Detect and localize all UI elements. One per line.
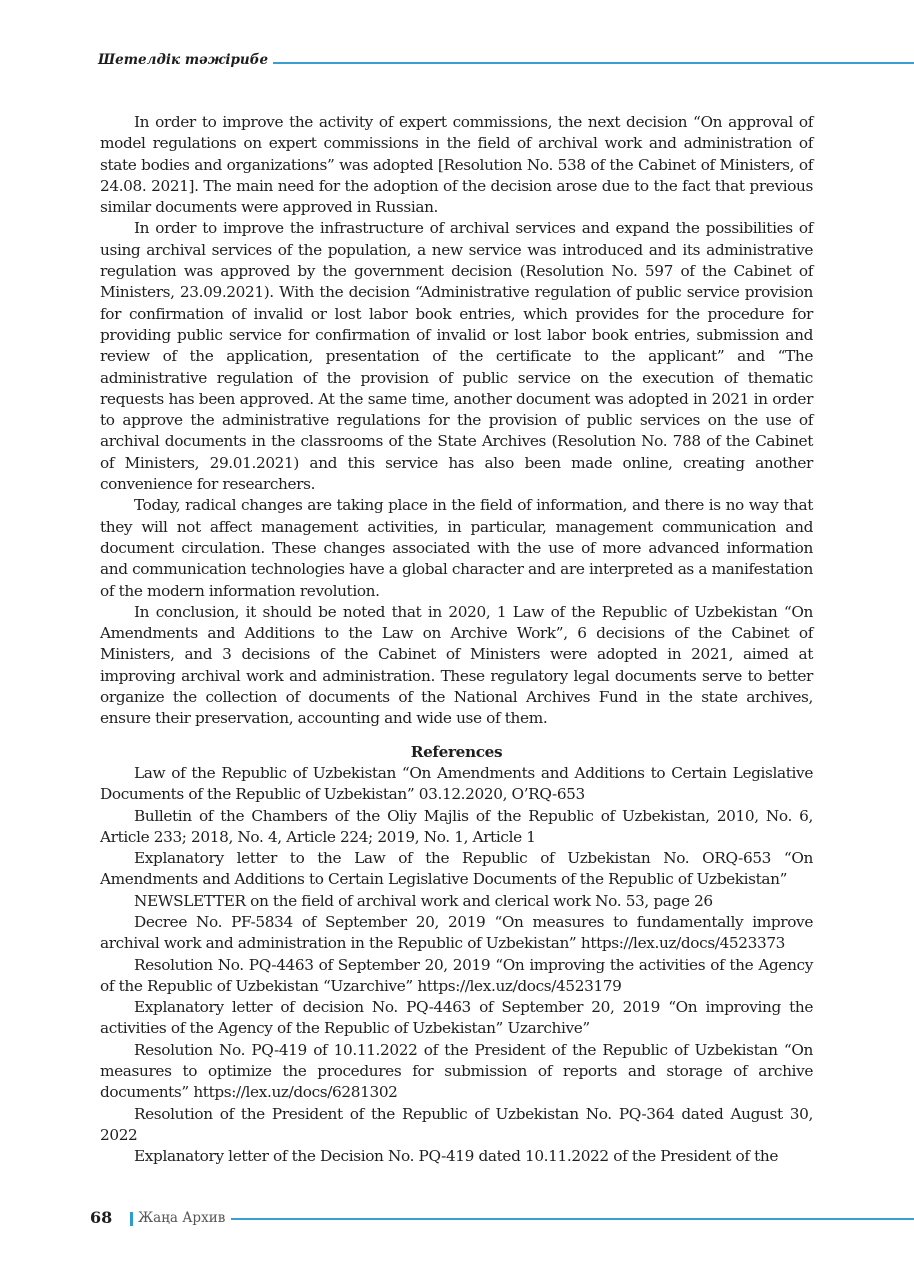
reference-item: Explanatory letter to the Law of the Republic of Uzbekistan No. ORQ-653 “On Amendments and Additions to Certain Legislative Documents of the Republic of Uzbekistan” [100, 849, 813, 889]
page-footer [90, 1208, 914, 1230]
journal-name: Жаңа Архив [138, 1210, 226, 1226]
article-body [100, 112, 813, 1168]
reference-item: Explanatory letter of the Decision No. PQ-419 dated 10.11.2022 of the President of the [134, 1147, 779, 1166]
page-number: 68 [90, 1208, 113, 1227]
reference-item: Law of the Republic of Uzbekistan “On Amendments and Additions to Certain Legislative Documents of the Republic of Uzbekistan” 03.12.2020, O’RQ-653 [100, 763, 813, 804]
body-paragraph: In order to improve the activity of expert commissions, the next decision “On approval of model regulations on expert commissions in the field of archival work and administration of state bodies and organizations” was adopted [Resolution No. 538 of the Cabinet of Ministers, of 24.08. 2021]. The main need for the adoption of the decision arose due to the fact that previous similar documents were approved in Russian. [100, 113, 813, 217]
reference-item: NEWSLETTER on the field of archival work and clerical work No. 53, page 26 [134, 891, 713, 910]
reference-item: Bulletin of the Chambers of the Oliy Majlis of the Republic of Uzbekistan, 2010, No. 6, Article 233; 2018, No. 4, Article 224; 2019, No. 1, Article 1 [100, 806, 813, 846]
running-header [98, 52, 914, 72]
reference-item: Explanatory letter of decision No. PQ-4463 of September 20, 2019 “On improving the activities of the Agency of the Republic of Uzbekistan” Uzarchive” [100, 998, 813, 1038]
section-title: Шетелдік тәжірибе [98, 52, 269, 68]
reference-item: Resolution No. PQ-419 of 10.11.2022 of the President of the Republic of Uzbekistan “On measures to optimize the procedures for submission of reports and storage of archive documents” https://lex.uz/docs/6281302 [100, 1040, 813, 1102]
references-heading: References [410, 742, 503, 761]
footer-rule [231, 1218, 914, 1220]
header-rule [273, 62, 914, 64]
footer-accent-bar [130, 1212, 133, 1226]
reference-item: Resolution No. PQ-4463 of September 20, 2019 “On improving the activities of the Agency of the Republic of Uzbekistan “Uzarchive” https://lex.uz/docs/4523179 [100, 955, 813, 995]
body-paragraph: In order to improve the infrastructure of archival services and expand the possibilities of using archival services of the population, a new service was introduced and its administrative regulation was approved by the government decision (Resolution No. 597 of the Cabinet of Ministers, 23.09.2021). With the decision “Administrative regulation of public service provision for confirmation of invalid or lost labor book entries, which provides for the procedure for providing public service for confirmation of invalid or lost labor book entries, submission and review of the application, presentation of the certificate to the applicant” and “The administrative regulation of the provision of public service on the execution of thematic requests has been approved. At the same time, another document was adopted in 2021 in order to approve the administrative regulations for the provision of public services on the use of archival documents in the classrooms of the State Archives (Resolution No. 788 of the Cabinet of Ministers, 29.01.2021) and this service has also been made online, creating another convenience for researchers. [100, 219, 813, 494]
body-paragraph: Today, radical changes are taking place in the field of information, and there is no way that they will not affect management activities, in particular, management communication and document circulation. These changes associated with the use of more advanced information and communication technologies have a global character and are interpreted as a manifestation of the modern information revolution. [100, 496, 813, 600]
reference-item: Decree No. PF-5834 of September 20, 2019 “On measures to fundamentally improve archival work and administration in the Republic of Uzbekistan” https://lex.uz/docs/4523373 [100, 912, 813, 953]
reference-item: Resolution of the President of the Republic of Uzbekistan No. PQ-364 dated August 30, 2022 [100, 1104, 813, 1144]
body-paragraph: In conclusion, it should be noted that in 2020, 1 Law of the Republic of Uzbekistan “On Amendments and Additions to the Law on Archive Work”, 6 decisions of the Cabinet of Ministers, and 3 decisions of the Cabinet of Ministers were adopted in 2021, aimed at improving archival work and administration. These regulatory legal documents serve to better organize the collection of documents of the National Archives Fund in the state archives, ensure their preservation, accounting and wide use of them. [100, 602, 813, 728]
